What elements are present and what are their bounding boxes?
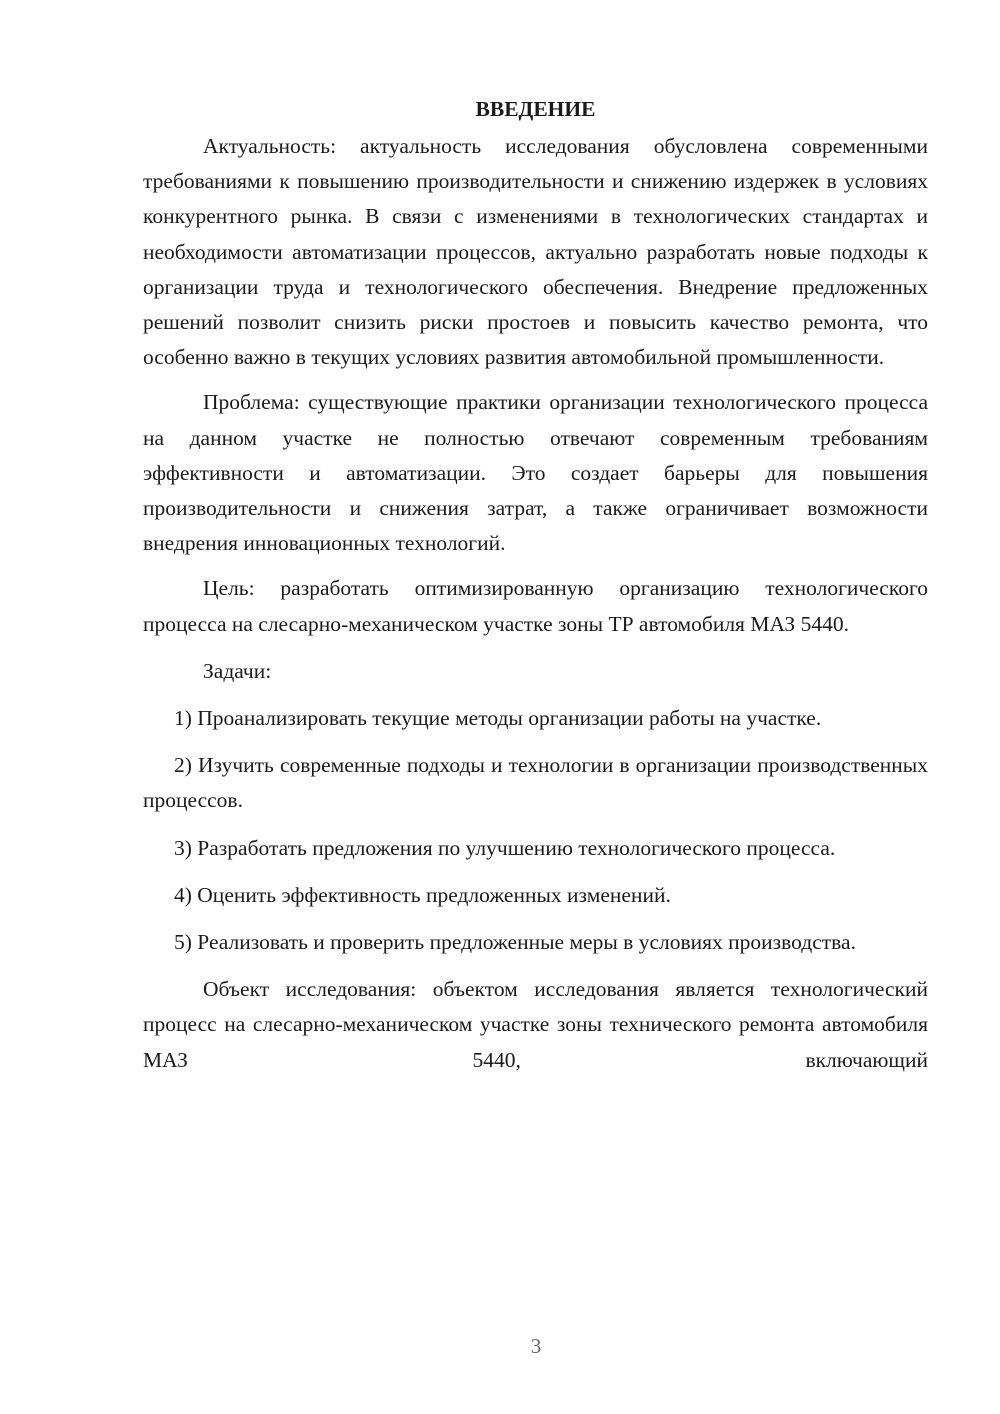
relevance-paragraph: Актуальность: актуальность исследования обусловлена современными требованиями к повышению производительности и снижению издержек в условиях конкурентного рынка. В связи с изменениями в технологических стандартах и необходимости автоматизации процессов, актуально разработать новые подходы к организации труда и технологического обеспечения. Внедрение предложенных решений позволит снизить риски простоев и повысить качество ремонта, что особенно важно в текущих условиях развития автомобильной промышленности. [143,134,928,370]
task-item: 2) Изучить современные подходы и технологии в организации производственных процессов. [143,753,928,813]
section-title: ВВЕДЕНИЕ [475,97,596,121]
page-content [143,92,928,1078]
goal-paragraph: Цель: разработать оптимизированную организацию технологического процесса на слесарно-механическом участке зоны ТР автомобиля МАЗ 5440. [143,576,928,636]
task-item: 4) Оценить эффективность предложенных изменений. [174,882,671,907]
object-paragraph: Объект исследования: объектом исследования является технологический процесс на слесарно-механическом участке зоны технического ремонта автомобиля МАЗ 5440, включающий [143,977,928,1072]
task-item: 1) Проанализировать текущие методы организации работы на участке. [174,706,822,731]
task-item: 3) Разработать предложения по улучшению технологического процесса. [174,835,836,860]
problem-paragraph: Проблема: существующие практики организации технологического процесса на данном участке не полностью отвечают современным требованиям эффективности и автоматизации. Это создает барьеры для повышения производительности и снижения затрат, а также ограничивает возможности внедрения инновационных технологий. [143,390,928,556]
tasks-heading: Задачи: [203,658,272,683]
page-number: 3 [530,1334,542,1358]
task-item: 5) Реализовать и проверить предложенные меры в условиях производства. [174,930,856,955]
